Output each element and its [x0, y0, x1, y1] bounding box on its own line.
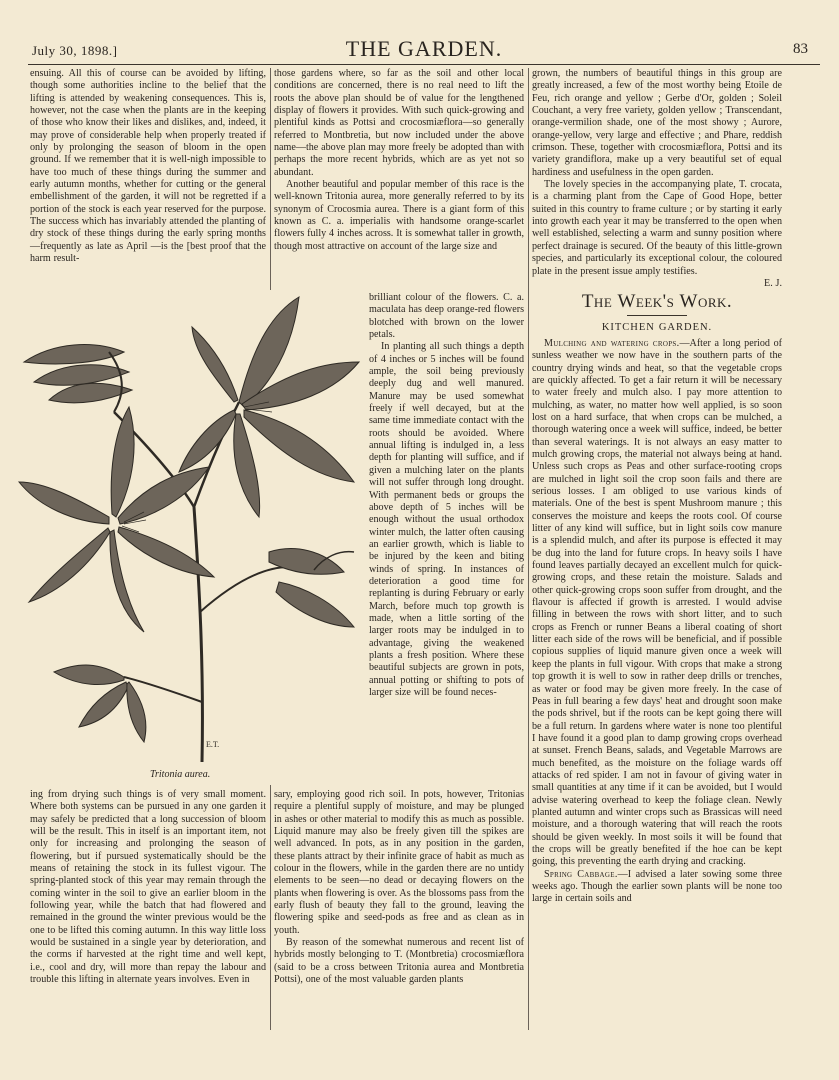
column-divider-1	[270, 68, 271, 290]
paragraph-heading: Spring Cabbage.	[544, 868, 618, 880]
section-title: The Week's Work.	[581, 291, 733, 313]
flower-engraving-icon	[14, 282, 364, 770]
paragraph: grown, the numbers of beautiful things in this group are greatly increased, a few of the most worthy being Etoile de Feu, rich orange and yellow ; Gerbe d'Or, golden ; Soleil Couchant, a very free variety, golden yellow ; Transcendant, orange-vermilion shade, one of the most showy ; Aurore, orange-yellow, very large and effective ; and Phare, reddish crimson. These, together with crocosmiæflora, Pottsi and its variety grandiflora, make up a very beautiful set of equal hardiness and usefulness in the open garden.	[532, 68, 782, 178]
tritonia-illustration	[14, 282, 364, 770]
page-number: 83	[793, 41, 808, 57]
paragraph: brilliant colour of the flowers. C. a. maculata has deep orange-red flowers blotched with brown on the lower petals.	[369, 292, 524, 341]
column-3	[532, 68, 782, 906]
column-1-top	[30, 68, 266, 266]
column-divider-2	[528, 68, 529, 1030]
paragraph: Another beautiful and popular member of this race is the well-known Tritonia aurea, more generally referred to by its synonym of Crocosmia aurea. There is a giant form of this known as C. a. imperialis with handsome orange-scarlet flowers fully 4 inches across. It is somewhat taller in growth, though most attractive on account of the large size and	[274, 179, 524, 252]
figure-caption: Tritonia aurea.	[150, 769, 211, 780]
paragraph: sary, employing good rich soil. In pots, however, Tritonias require a plentiful supply of moisture, and may be plunged in ashes or other material to modify this as much as possible. Liquid manure may also be freely given till the spikes are well advanced. In pots, as in any position in the garden, these plants attract by their infinite grace of habit as much as colour in the flowers, while in the garden there are no untidy elements to be seen—no dead or decaying flowers on the plants when flowering is over. As the blossoms pass from the early flush of beauty they fall to the ground, leaving the flowering spike and seed-pods as free and as clean as in youth.	[274, 789, 524, 936]
author-signature: E. J.	[764, 277, 782, 289]
page-header	[28, 36, 820, 66]
paragraph: ing from drying such things is of very small moment. Where both systems can be pursued in any one garden it may safely be predicted that a long succession of bloom will be the result. This in itself is an important item, not only for increasing and prolonging the season of flowering, but if pursued systematically should be the means of retaining the stock in its fullest vigour. The spring-planted stock of this year may remain through the coming winter in the soil to give an earlier bloom in the following year, while the batch that had flowered and remained in the ground the winter previous would be the one to be lifted this coming autumn. In this way little loss would be sustained in a single year by deterioration, and the corms if harvested at the right time and well kept, i.e., cool and dry, will more than repay the labour and trouble this lifting in alternate years involves. Even in	[30, 789, 266, 986]
paragraph: In planting all such things a depth of 4 inches or 5 inches will be found ample, the soil being previously deeply dug and well manured. Manure may be used somewhat freely if well decayed, but at the same time immediate contact with the roots should be avoided. Where annual lifting is indulged in, a less depth for planting will suffice, and if given a mulching later on the plants will not suffer through long drought. With permanent beds or groups the above depth of 5 inches will be enough without the usual orthodox winter mulch, the latter often causing an earlier growth, which is liable to be injured by the keen and biting winds of spring. In instances of deterioration a good time for replanting is during February or early March, before much top growth is made, when a little sorting of the larger roots may be indulged in to advantage, giving the weakened plants a fresh position. Where these beautiful subjects are grown in pots, annual potting or shifting to pots of larger size will be found neces-	[369, 341, 524, 698]
paragraph	[532, 338, 782, 869]
periodical-title: THE GARDEN.	[345, 36, 503, 61]
section-subtitle: KITCHEN GARDEN.	[601, 321, 713, 333]
issue-date: July 30, 1898.]	[32, 43, 118, 58]
column-1-bottom	[30, 789, 266, 987]
paragraph: The lovely species in the accompanying plate, T. crocata, is a charming plant from the Cape of Good Hope, better suited in this country to frame culture ; or by starting it early into growth each year it may be transferred to the open when well established, selecting a warm and sunny position where perfect drainage is secured. Of the beauty of this little-grown species, and particularly its exceptional colour, the coloured plate in the present issue amply testifies.	[532, 179, 782, 277]
section-rule	[627, 315, 687, 316]
column-2-bottom	[274, 789, 524, 987]
paragraph-body: —After a long period of sunless weather we now have in the southern parts of the country drying winds and heat, so that the vegetable crops are quickly affected. To get a fair return it will be necessary to water freely and mulch also. I pay more attention to mulching, as water, no matter how well applied, is so soon lost on a hard surface, that when crops can be mulched, a thorough watering once a week will suffice, indeed, be better than several waterings. It is not always an easy matter to mulch growing crops, the material not always being at hand. Unless such crops as Peas and other surface-rooting crops are mulched in light soil the crop soon fails and there are serious losses. I am obliged to use various kinds of materials. One of the best is spent Mushroom manure ; this conserves the moisture and keeps the roots cool. Of course litter of any kind will suffice, but in light soils cow manure is a splendid mulch, and after its purpose is effected it may be dug into the land for future crops. In heavy soils I have found leaves partially decayed an excellent mulch for quick-growing crops, and these retain the moisture. Salads and other quick-growing crops soon suffer from drought, and the flavour is affected if growth is arrested. I would advise filling in between the rows with short litter, and to such crops as French or runner Beans a liberal coating of short litter each side of the rows will be beneficial, and if possible copious supplies of liquid manure given once a week will keep the plants in full vigour. With crops that make a strong top growth it is well to sow in rather deep drills or trenches, as water or food may be given more freely. In the case of Peas in full bearing a few days' heat and drought soon make the pods shrivel, but if the roots can be kept going there will be a full return. In gardens where water is none too plentiful I have found it a good plan to damp growing crops overhead at sunset. French Beans, salads, and Vegetable Marrows are much benefited, as the moisture on the foliage wards off attacks of red spider. I am not in favour of giving water in small quantities at any time if it can be avoided, but I would advise watering overhead to keep the foliage clean. Newly planted autumn and winter crops such as Brassicas will need moisture, and a thorough watering that will reach the roots should be given weekly. In most soils it will be found that the crops will be greatly benefited if the hoe can be kept going, this preventing the earth drying and cracking.	[532, 337, 782, 868]
column-divider-1b	[270, 785, 271, 1030]
column-2-top	[274, 68, 524, 253]
paragraph: By reason of the somewhat numerous and recent list of hybrids mostly belonging to T. (Montbretia) crocosmiæflora (said to be a cross between Tritonia aurea and Montbretia Pottsi), one of the most valuable garden plants	[274, 937, 524, 986]
column-2-narrow	[369, 292, 524, 699]
engraver-monogram: E.T.	[206, 740, 220, 749]
paragraph-body: —I advised a later sowing some three weeks ago. Though the earlier sown plants will be none too large in certain soils and	[532, 868, 782, 905]
paragraph: those gardens where, so far as the soil and other local conditions are concerned, there is no real need to lift the roots the above plan should be of value for the lengthened display of flowers it provides. With such quick-growing and plentiful kinds as Pottsi and crocosmiæflora—so generally referred to Montbretia, but now included under the above name—the above plan may more freely be adopted than with perhaps the more recent hybrids, which are as yet not so abundant.	[274, 68, 524, 178]
paragraph-heading: Mulching and watering crops.	[544, 337, 680, 349]
header-rule	[28, 64, 820, 65]
paragraph: ensuing. All this of course can be avoided by lifting, though some authorities incline to the belief that the lifting is attended by weakening consequences. This is, however, not the case when the plants are in the keeping of those who know their likes and dislikes, and, indeed, it may prove of considerable help when properly treated if only by prolonging the season of bloom in the open ground. If we remember that it is well-nigh impossible to have too much of these things during the summer and early autumn months, whether for cutting or the general embellishment of the garden, it will not be regretted if a portion of the stock is each year reserved for the purpose. The success which has invariably attended the planting of dry stock of these things during the early spring months—frequently as late as April —is the [best proof that the harm result-	[30, 68, 266, 265]
paragraph	[532, 869, 782, 906]
